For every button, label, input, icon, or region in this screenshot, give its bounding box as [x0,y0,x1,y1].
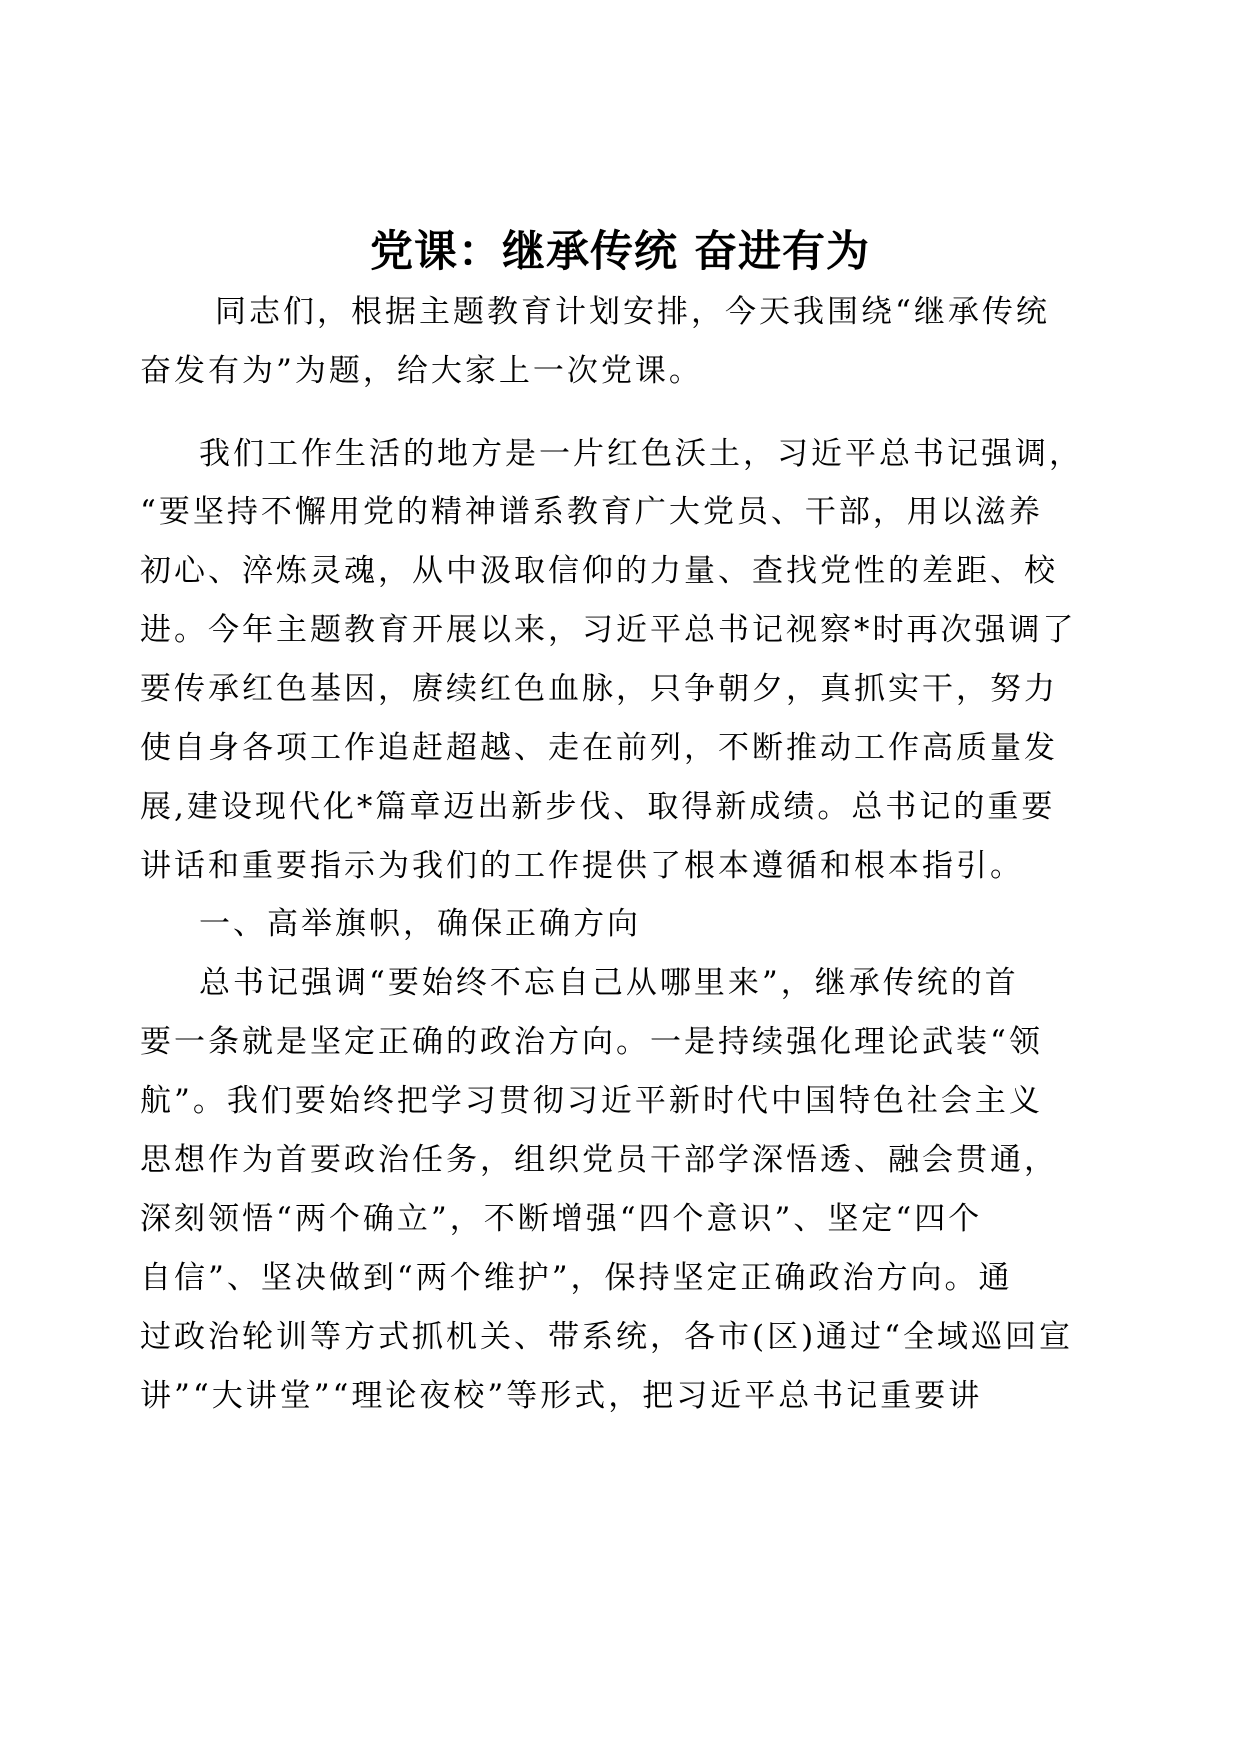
section-1-line-1: 总书记强调“要始终不忘自己从哪里来”，继承传统的首 [199,965,1019,1001]
section-1-line-8: 讲”“大讲堂”“理论夜校”等形式，把习近平总书记重要讲 [140,1378,983,1414]
intro-line-1: 同志们，根据主题教育计划安排，今天我围绕“继承传统 [215,294,1050,330]
section-1-line-4: 思想作为首要政治任务，组织党员干部学深悟透、融会贯通， [140,1142,1058,1178]
page-title: 党课：继承传统 奋进有为 [370,227,870,277]
background-line-1: 我们工作生活的地方是一片红色沃土，习近平总书记强调， [199,436,1083,472]
background-line-5: 要传承红色基因，赓续红色血脉，只争朝夕，真抓实干，努力 [140,671,1058,707]
background-line-3: 初心、淬炼灵魂，从中汲取信仰的力量、查找党性的差距、校 [140,553,1058,589]
background-line-4: 进。今年主题教育开展以来，习近平总书记视察*时再次强调了 [140,612,1077,648]
section-1-line-2: 要一条就是坚定正确的政治方向。一是持续强化理论武装“领 [140,1024,1043,1060]
section-1-line-3: 航”。我们要始终把学习贯彻习近平新时代中国特色社会主义 [140,1083,1043,1119]
background-line-8: 讲话和重要指示为我们的工作提供了根本遵循和根本指引。 [140,848,1024,884]
background-line-6: 使自身各项工作追赶超越、走在前列，不断推动工作高质量发 [140,730,1058,766]
intro-line-2: 奋发有为”为题，给大家上一次党课。 [140,353,703,389]
section-heading-1: 一、高举旗帜，确保正确方向 [199,906,641,942]
background-line-7: 展,建设现代化*篇章迈出新步伐、取得新成绩。总书记的重要 [140,789,1056,825]
section-1-line-6: 自信”、坚决做到“两个维护”，保持坚定正确政治方向。通 [140,1260,1013,1296]
section-1-line-5: 深刻领悟“两个确立”，不断增强“四个意识”、坚定“四个 [140,1201,983,1237]
background-line-2: “要坚持不懈用党的精神谱系教育广大党员、干部，用以滋养 [140,494,1043,530]
section-1-line-7: 过政治轮训等方式抓机关、带系统，各市(区)通过“全域巡回宣 [140,1319,1074,1355]
